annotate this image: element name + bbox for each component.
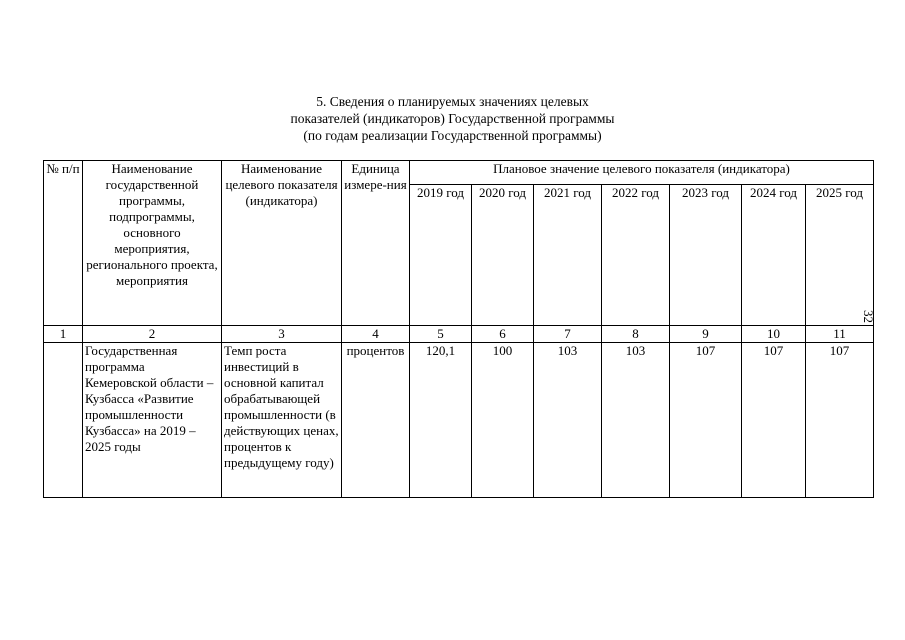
row-value-2020: 100 [472, 343, 534, 498]
header-indicator: Наименование целевого показателя (индикатора) [222, 161, 342, 326]
table-row [44, 343, 874, 498]
header-year: 2019 год [410, 185, 472, 326]
column-number: 2 [83, 326, 222, 343]
row-unit: процентов [342, 343, 410, 498]
indicators-table [43, 160, 874, 498]
row-program: Государственная программа Кемеровской области – Кузбасса «Развитие промышленности Кузбасса» на 2019 – 2025 годы [83, 343, 222, 498]
column-number: 11 [806, 326, 874, 343]
row-value-2025: 107 [806, 343, 874, 498]
header-year: 2021 год [534, 185, 602, 326]
title-line-3: (по годам реализации Государственной программы) [303, 128, 602, 143]
row-value-2023: 107 [670, 343, 742, 498]
row-value-2024: 107 [742, 343, 806, 498]
header-year: 2025 год [806, 185, 874, 326]
column-numbers-row [44, 326, 874, 343]
column-number: 6 [472, 326, 534, 343]
title-line-2: показателей (индикаторов) Государственной программы [290, 111, 615, 126]
header-planned: Плановое значение целевого показателя (индикатора) [410, 161, 874, 185]
title-line-1: 5. Сведения о планируемых значениях целевых [316, 94, 589, 109]
header-year: 2022 год [602, 185, 670, 326]
page-number: 32 [861, 310, 876, 323]
row-num [44, 343, 83, 498]
header-year: 2023 год [670, 185, 742, 326]
column-number: 3 [222, 326, 342, 343]
header-unit: Единица измере-ния [342, 161, 410, 326]
column-number: 10 [742, 326, 806, 343]
column-number: 7 [534, 326, 602, 343]
row-value-2022: 103 [602, 343, 670, 498]
row-value-2021: 103 [534, 343, 602, 498]
header-year: 2020 год [472, 185, 534, 326]
column-number: 9 [670, 326, 742, 343]
row-indicator: Темп роста инвестиций в основной капитал обрабатывающей промышленности (в действующих ценах, процентов к предыдущему году) [222, 343, 342, 498]
column-number: 1 [44, 326, 83, 343]
header-year: 2024 год [742, 185, 806, 326]
header-num: № п/п [44, 161, 83, 326]
column-number: 5 [410, 326, 472, 343]
column-number: 4 [342, 326, 410, 343]
document-title [0, 93, 905, 144]
header-row-1 [44, 161, 874, 185]
header-program: Наименование государственной программы, подпрограммы, основного мероприятия, регионального проекта, мероприятия [83, 161, 222, 326]
column-number: 8 [602, 326, 670, 343]
row-value-2019: 120,1 [410, 343, 472, 498]
